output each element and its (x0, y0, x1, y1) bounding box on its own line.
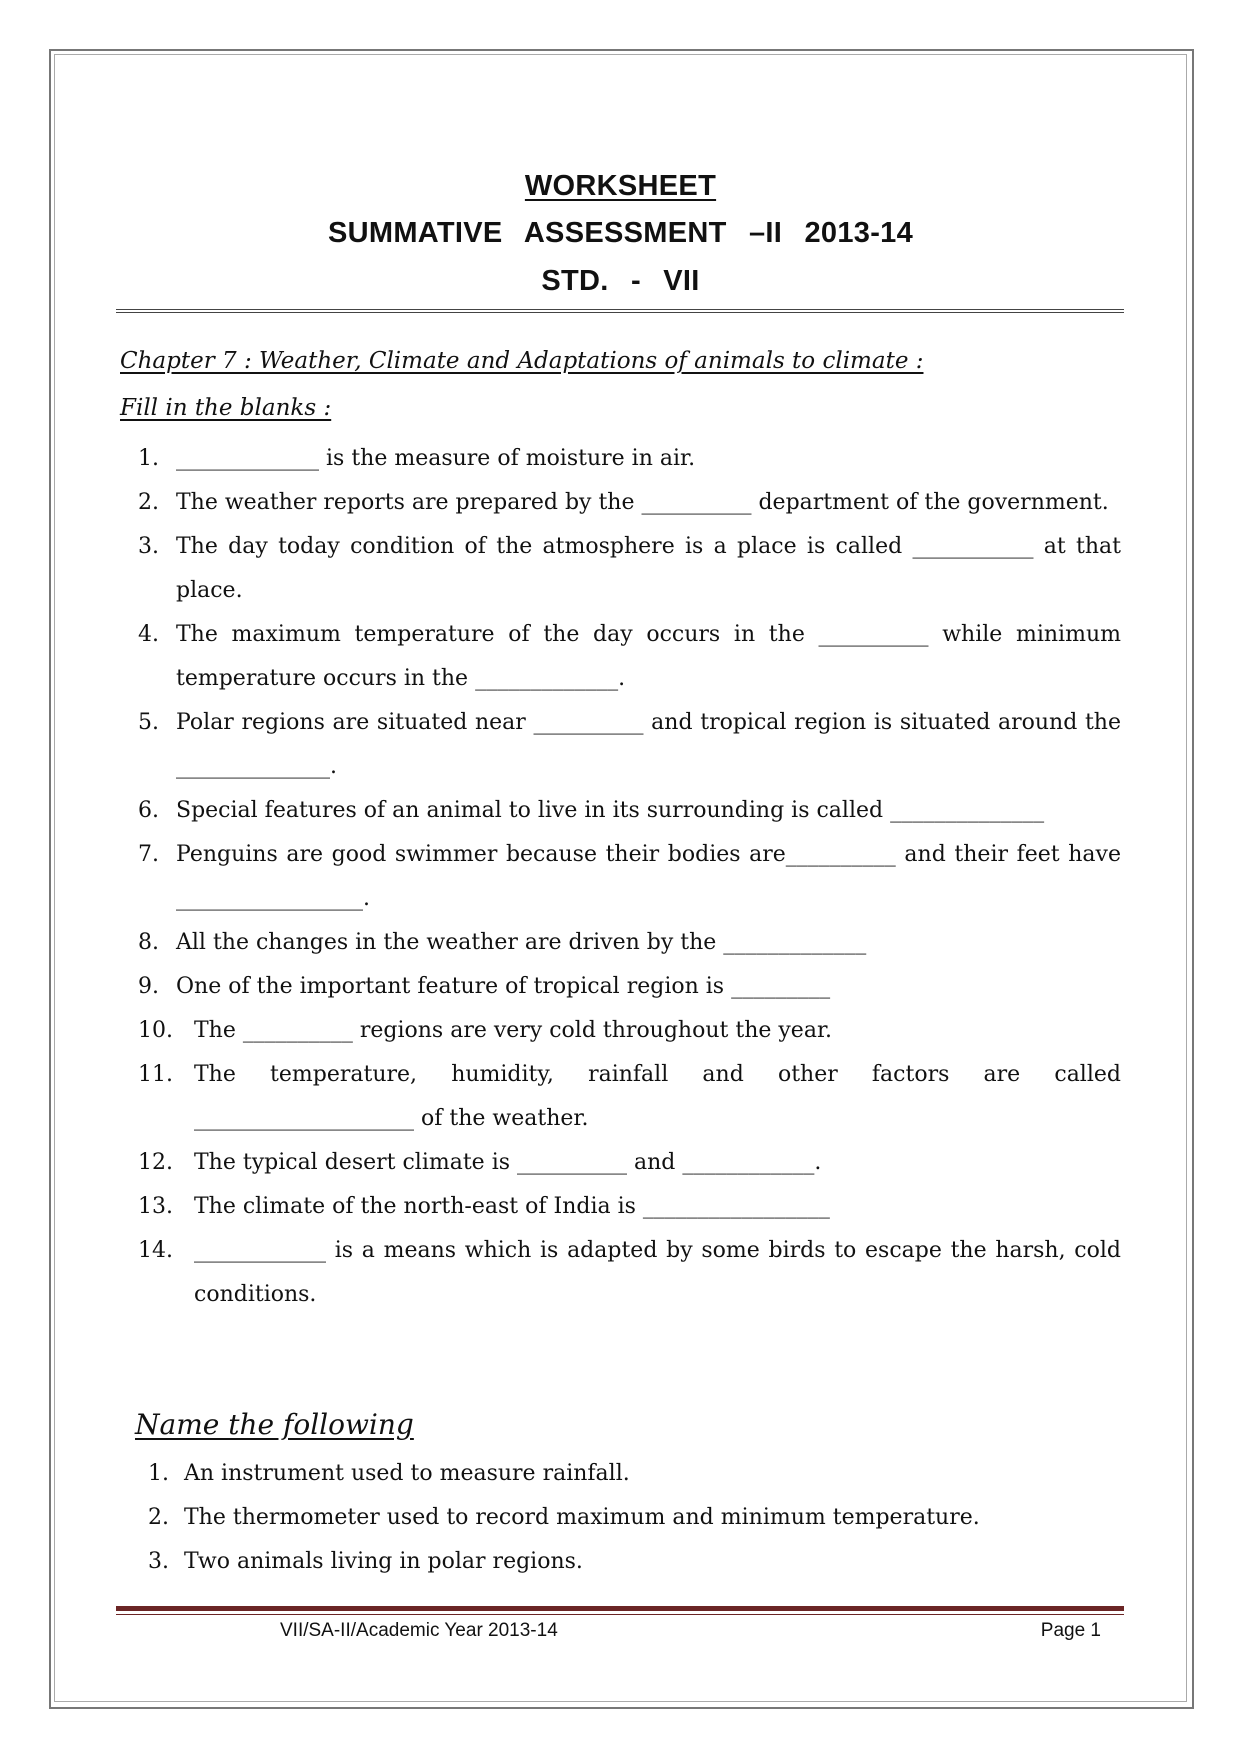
name-following-list (146, 1452, 1106, 1584)
header-divider (116, 309, 1124, 313)
footer-rule (116, 1606, 1124, 1611)
item-text: Special features of an animal to live in its surrounding is called ______________ (176, 798, 1045, 823)
list-item (136, 1053, 1121, 1141)
item-number: 9. (138, 974, 159, 999)
item-number: 3. (138, 534, 159, 559)
item-text: An instrument used to measure rainfall. (184, 1461, 630, 1486)
worksheet-title: WORKSHEET (524, 170, 717, 202)
item-text: The thermometer used to record maximum and minimum temperature. (184, 1505, 980, 1530)
item-number: 7. (138, 842, 159, 867)
item-number: 12. (138, 1150, 173, 1175)
list-item (136, 1229, 1121, 1317)
chapter-heading: Chapter 7 : Weather, Climate and Adaptations of animals to climate : (120, 348, 924, 374)
item-text: Polar regions are situated near __________ and tropical region is situated around the ______________. (176, 710, 1121, 779)
item-number: 13. (138, 1194, 173, 1219)
list-item (136, 437, 1121, 481)
item-text: _____________ is the measure of moisture in air. (176, 446, 696, 471)
list-item (146, 1540, 1106, 1584)
list-item (136, 921, 1121, 965)
item-text: The day today condition of the atmosphere is a place is called ___________ at that place. (176, 534, 1121, 603)
list-item (136, 1185, 1121, 1229)
list-item (136, 525, 1121, 613)
item-text: Two animals living in polar regions. (184, 1549, 583, 1574)
item-text: Penguins are good swimmer because their bodies are__________ and their feet have _________________. (176, 842, 1121, 911)
fill-blanks-list (136, 437, 1121, 1317)
item-text: One of the important feature of tropical region is _________ (176, 974, 831, 999)
footer-reference: VII/SA-II/Academic Year 2013-14 (280, 1620, 558, 1641)
list-item (136, 965, 1121, 1009)
item-text: All the changes in the weather are driven by the _____________ (176, 930, 867, 955)
fill-blanks-heading: Fill in the blanks : (120, 395, 332, 421)
item-text: ____________ is a means which is adapted by some birds to escape the harsh, cold conditions. (194, 1238, 1121, 1307)
list-item (136, 1009, 1121, 1053)
item-text: The climate of the north-east of India is _________________ (194, 1194, 830, 1219)
item-text: The typical desert climate is __________ and ____________. (194, 1150, 822, 1175)
item-number: 14. (138, 1238, 173, 1263)
item-number: 2. (148, 1505, 169, 1530)
list-item (146, 1496, 1106, 1540)
page-number: Page 1 (1040, 1620, 1101, 1641)
list-item (136, 701, 1121, 789)
item-number: 3. (148, 1549, 169, 1574)
assessment-title: SUMMATIVE ASSESSMENT –II 2013-14 (327, 217, 914, 249)
item-text: The weather reports are prepared by the __________ department of the government. (176, 490, 1109, 515)
item-number: 10. (138, 1018, 173, 1043)
name-following-heading: Name the following (135, 1408, 414, 1441)
item-text: The temperature, humidity, rainfall and other factors are called ____________________ of the weather. (194, 1062, 1121, 1131)
list-item (136, 789, 1121, 833)
item-number: 2. (138, 490, 159, 515)
item-text: The __________ regions are very cold throughout the year. (194, 1018, 833, 1043)
item-number: 1. (148, 1461, 169, 1486)
list-item (136, 1141, 1121, 1185)
footer-rule-thin (116, 1614, 1124, 1615)
item-number: 8. (138, 930, 159, 955)
list-item (136, 613, 1121, 701)
item-number: 4. (138, 622, 159, 647)
list-item (136, 833, 1121, 921)
item-number: 1. (138, 446, 159, 471)
item-number: 6. (138, 798, 159, 823)
item-number: 5. (138, 710, 159, 735)
standard-title: STD. - VII (541, 265, 700, 297)
list-item (136, 481, 1121, 525)
item-number: 11. (138, 1062, 173, 1087)
list-item (146, 1452, 1106, 1496)
item-text: The maximum temperature of the day occurs in the __________ while minimum temperature occurs in the _____________. (176, 622, 1121, 691)
